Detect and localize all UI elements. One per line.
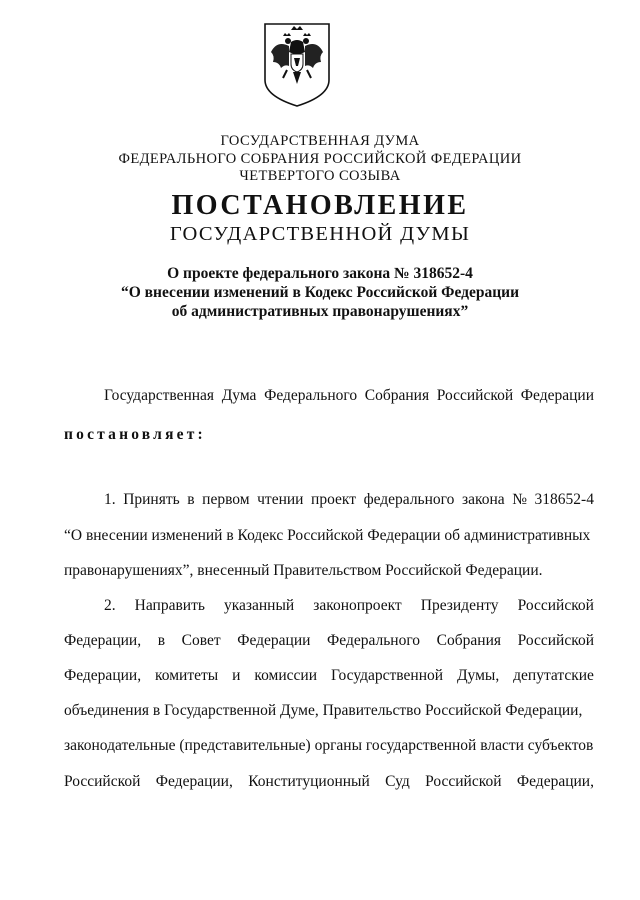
- item-2-word: Государственной: [330, 667, 444, 684]
- preamble-word: Государственная: [104, 387, 215, 404]
- item-2-word: Президенту: [420, 597, 499, 614]
- item-2-word: и: [232, 667, 241, 684]
- item-2-word: комитеты: [155, 667, 219, 684]
- item-1-word: 1.: [104, 491, 116, 508]
- item-2-word: Конституционный: [248, 773, 370, 790]
- item-1-word: 318652-4: [534, 491, 594, 508]
- item-1-word: чтении: [257, 491, 304, 508]
- item-2-word: указанный: [223, 597, 295, 614]
- item-2-word: Федерации,: [155, 773, 233, 790]
- resolves-word: постановляет:: [64, 426, 206, 443]
- item-2-word: Российской: [64, 773, 141, 790]
- item-2-line-6: [64, 772, 594, 792]
- item-2-word: Федерации,: [64, 632, 142, 649]
- item-2-word: Российской: [517, 632, 594, 649]
- item-1-word: в: [187, 491, 195, 508]
- item-2-word: Суд: [385, 773, 410, 790]
- item-2-word: Федерации: [237, 632, 311, 649]
- item-2-word: Направить: [134, 597, 205, 614]
- item-1-word: №: [512, 491, 527, 508]
- item-1-line-1: [104, 490, 594, 510]
- subject-line-2: “О внесении изменений в Кодекс Российской Федерации: [120, 284, 520, 301]
- item-2-word: Федерации,: [64, 667, 142, 684]
- item-2-word: Думы,: [456, 667, 500, 684]
- item-2-word: депутатские: [513, 667, 594, 684]
- preamble-word: Дума: [221, 387, 257, 404]
- item-2-word: Российской: [425, 773, 502, 790]
- subject-line-3: об административных правонарушениях”: [171, 303, 469, 320]
- item-2-word: законопроект: [313, 597, 402, 614]
- subject-line-1: О проекте федерального закона № 318652-4: [167, 265, 473, 282]
- preamble-word: Федерации: [520, 387, 594, 404]
- item-2-line-4: объединения в Государственной Думе, Правительство Российской Федерации,: [64, 702, 583, 719]
- item-2-word: в: [157, 632, 166, 649]
- item-1-word: Принять: [123, 491, 180, 508]
- item-1-word: первом: [202, 491, 250, 508]
- item-2-line-5: законодательные (представительные) органы государственной власти субъектов: [64, 737, 594, 754]
- item-1-word: проект: [311, 491, 356, 508]
- item-2-line-3: [64, 666, 594, 686]
- preamble-word: Собрания: [364, 387, 430, 404]
- item-2-word: Федерации,: [516, 773, 594, 790]
- item-2-word: комиссии: [254, 667, 317, 684]
- document-subtitle: ГОСУДАРСТВЕННОЙ ДУМЫ: [169, 223, 471, 245]
- item-2-word: Совет: [181, 632, 221, 649]
- item-1-line-3: правонарушениях”, внесенный Правительством Российской Федерации.: [64, 562, 543, 579]
- document-title: ПОСТАНОВЛЕНИЕ: [171, 190, 469, 221]
- item-2-word: Федерального: [327, 632, 421, 649]
- issuer-line-2: ФЕДЕРАЛЬНОГО СОБРАНИЯ РОССИЙСКОЙ ФЕДЕРАЦИИ: [118, 151, 522, 167]
- item-1-word: федерального: [363, 491, 455, 508]
- item-2-line-1: [104, 596, 594, 616]
- preamble-word: Российской: [436, 387, 514, 404]
- item-2-word: 2.: [104, 597, 116, 614]
- preamble-word: Федерального: [264, 387, 358, 404]
- item-1-line-2: “О внесении изменений в Кодекс Российской Федерации об административных: [64, 527, 591, 544]
- issuer-line-3: ЧЕТВЕРТОГО СОЗЫВА: [239, 168, 401, 184]
- item-2-word: Российской: [517, 597, 594, 614]
- coat-of-arms-emblem: [263, 22, 331, 108]
- item-2-line-2: [64, 631, 594, 651]
- issuer-line-1: ГОСУДАРСТВЕННАЯ ДУМА: [220, 133, 420, 149]
- preamble-text: [104, 386, 594, 406]
- item-2-word: Собрания: [436, 632, 501, 649]
- item-1-word: закона: [461, 491, 505, 508]
